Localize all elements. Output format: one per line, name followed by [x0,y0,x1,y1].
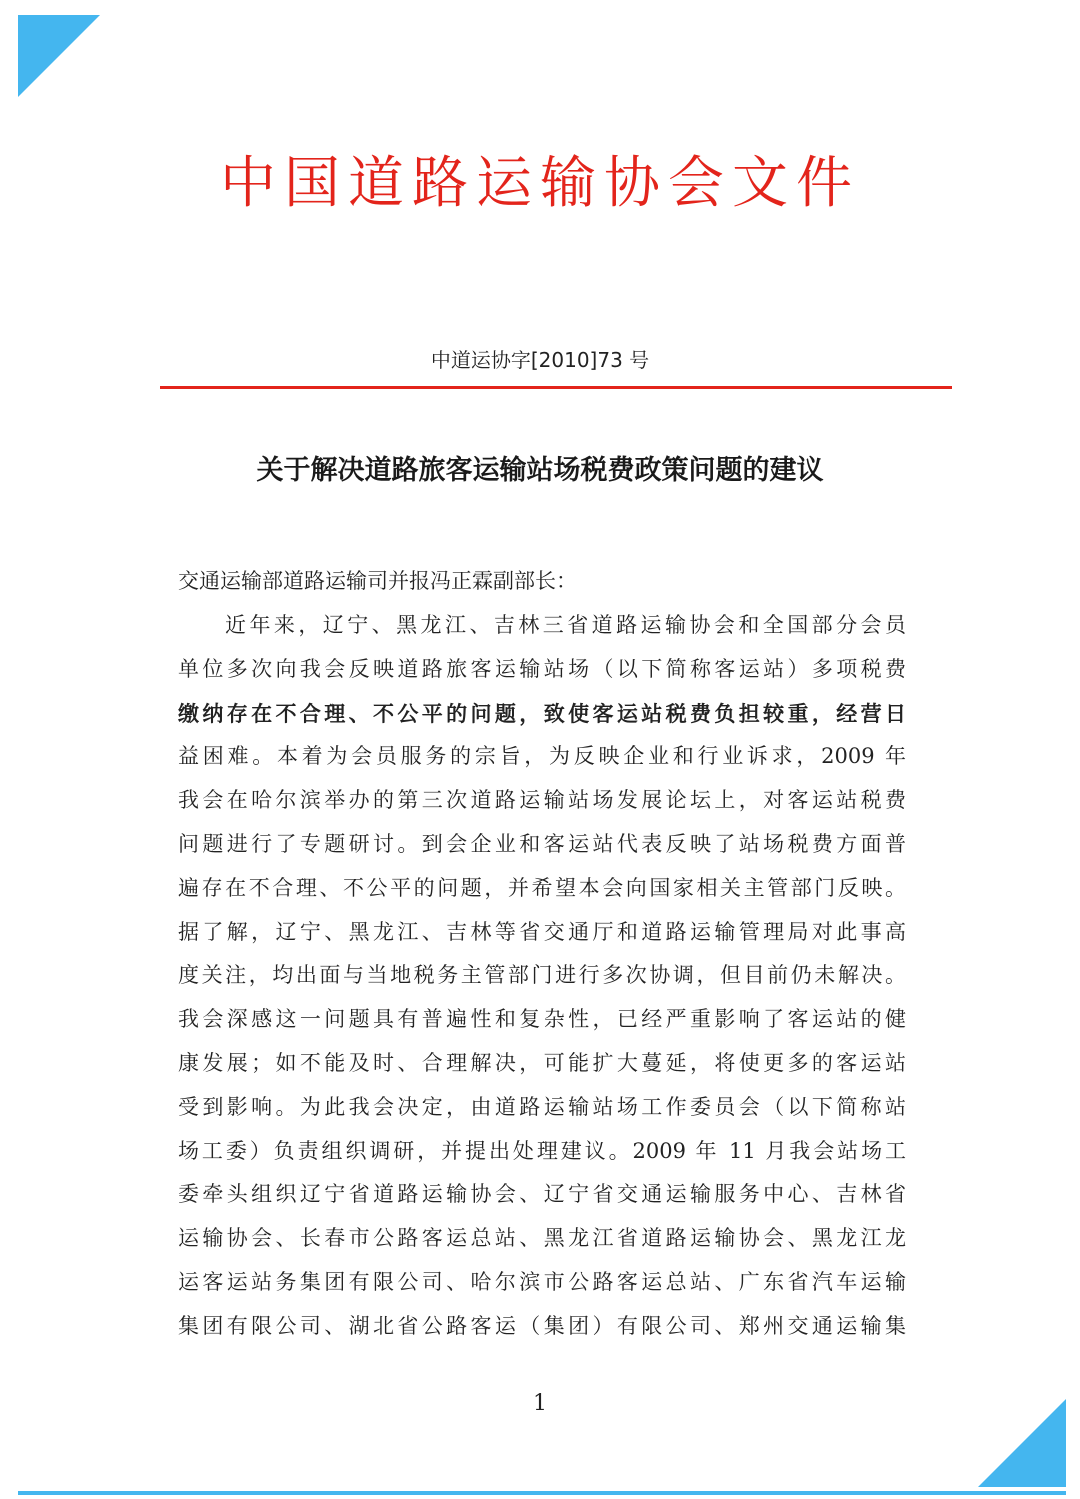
issuer-header-title: 中国道路运输协会文件 [220,151,860,216]
document-number: 中道运协字[2010]73 号 [430,348,650,372]
body-line: 据了解，辽宁、黑龙江、吉林等省交通厅和道路运输管理局对此事高 [178,919,906,944]
body-line: 益困难。本着为会员服务的宗旨，为反映企业和行业诉求，2009 年 [178,744,906,769]
body-line: 近年来，辽宁、黑龙江、吉林三省道路运输协会和全国部分会员 [225,613,906,637]
salutation: 交通运输部道路运输司并报冯正霖副部长： [178,569,577,593]
body-line: 我会深感这一问题具有普遍性和复杂性，已经严重影响了客运站的健 [178,1007,906,1032]
body-line: 场工委）负责组织调研，并提出处理建议。2009 年 11 月我会站场工 [178,1138,906,1163]
body-line: 康发展；如不能及时、合理解决，可能扩大蔓延，将使更多的客运站 [178,1050,906,1075]
body-line: 度关注，均出面与当地税务主管部门进行多次协调，但目前仍未解决。 [178,963,906,988]
body-line: 运输协会、长春市公路客运总站、黑龙江省道路运输协会、黑龙江龙 [178,1226,906,1251]
body-line: 委牵头组织辽宁省道路运输协会、辽宁省交通运输服务中心、吉林省 [178,1182,906,1207]
body-line: 问题进行了专题研讨。到会企业和客运站代表反映了站场税费方面普 [178,831,906,856]
corner-decoration-top-left [18,15,100,97]
body-line: 受到影响。为此我会决定，由道路运输站场工作委员会（以下简称站 [178,1094,906,1119]
document-body [178,604,906,1349]
bottom-border-bar [18,1491,1066,1495]
body-line: 运客运站务集团有限公司、哈尔滨市公路客运总站、广东省汽车运输 [178,1269,906,1294]
red-separator-line [160,386,952,389]
body-line: 遍存在不合理、不公平的问题，并希望本会向国家相关主管部门反映。 [178,875,906,900]
body-line: 我会在哈尔滨举办的第三次道路运输站场发展论坛上，对客运站税费 [178,788,906,813]
body-line: 单位多次向我会反映道路旅客运输站场（以下简称客运站）多项税费 [178,656,906,681]
body-line: 缴纳存在不合理、不公平的问题，致使客运站税费负担较重，经营日 [178,700,906,726]
body-line: 集团有限公司、湖北省公路客运（集团）有限公司、郑州交通运输集 [178,1313,906,1338]
page-number: 1 [533,1391,547,1416]
document-subject: 关于解决道路旅客运输站场税费政策问题的建议 [256,455,824,486]
